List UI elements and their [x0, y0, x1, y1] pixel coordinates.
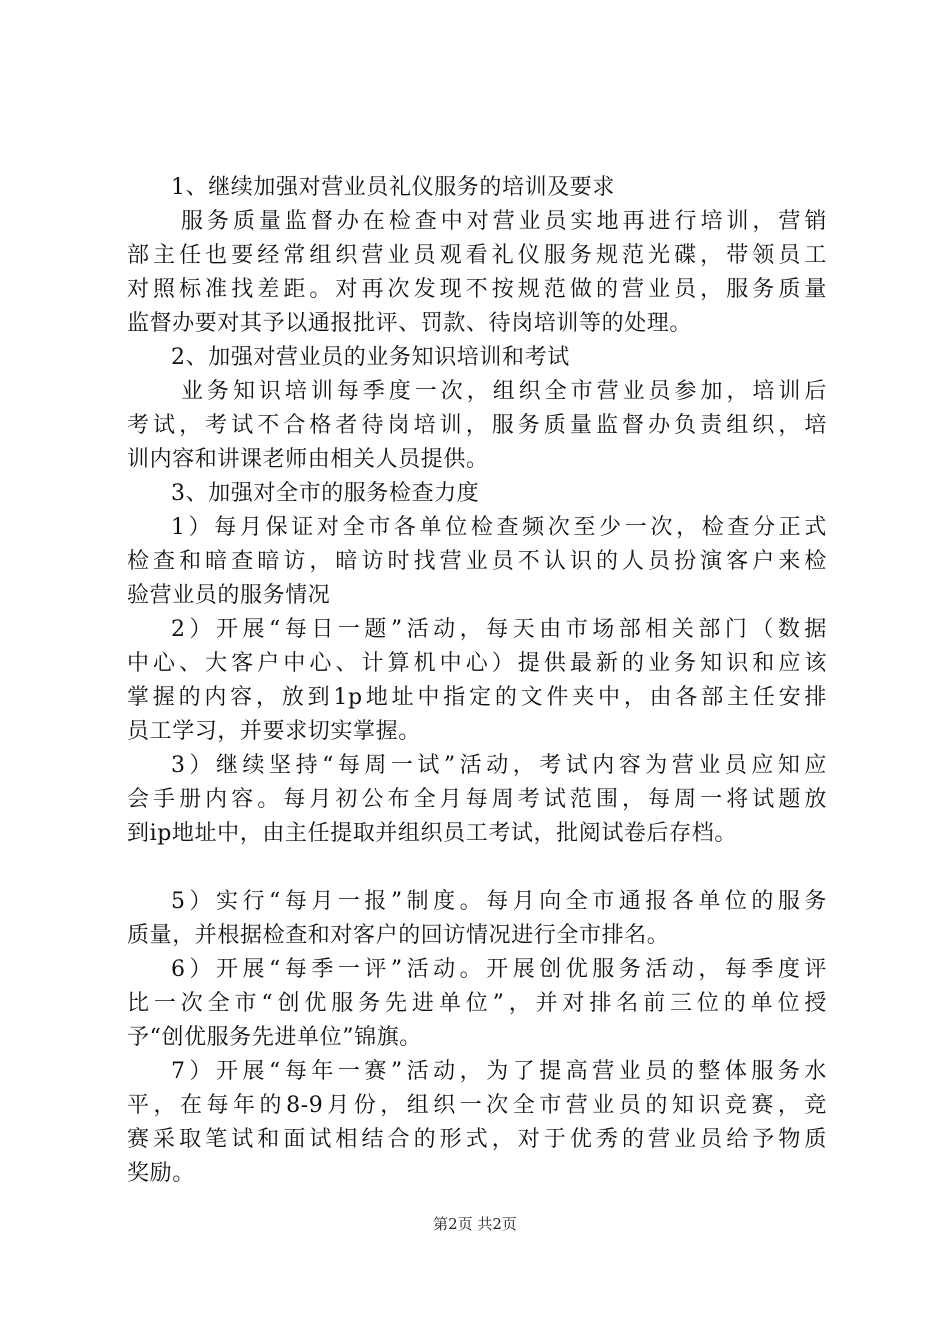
paragraph-line: 检查和暗查暗访，暗访时找营业员不认识的人员扮演客户来检 [127, 549, 827, 574]
paragraph-line: 平，在每年的8-9月份，组织一次全市营业员的知识竞赛，竞 [127, 1093, 827, 1118]
paragraph-line: 考试，考试不合格者待岗培训，服务质量监督办负责组织，培 [127, 413, 827, 438]
paragraph-line: 验营业员的服务情况 [127, 583, 331, 608]
paragraph-line: 5）实行“每月一报”制度。每月向全市通报各单位的服务 [171, 889, 827, 914]
paragraph-line: 掌握的内容，放到1p地址中指定的文件夹中，由各部主任安排 [127, 685, 827, 710]
paragraph-line: 服务质量监督办在检查中对营业员实地再进行培训，营销 [181, 209, 827, 234]
paragraph-line: 1）每月保证对全市各单位检查频次至少一次，检查分正式 [171, 515, 827, 540]
paragraph-line: 部主任也要经常组织营业员观看礼仪服务规范光碟，带领员工 [127, 243, 827, 268]
paragraph-line: 奖励。 [127, 1161, 195, 1186]
paragraph-line: 质量，并根据检查和对客户的回访情况进行全市排名。 [127, 923, 670, 948]
paragraph-line: 对照标准找差距。对再次发现不按规范做的营业员，服务质量 [127, 277, 827, 302]
paragraph-line: 2）开展“每日一题”活动，每天由市场部相关部门（数据 [171, 617, 827, 642]
paragraph-line: 3）继续坚持“每周一试”活动，考试内容为营业员应知应 [171, 753, 827, 778]
paragraph-line: 监督办要对其予以通报批评、罚款、待岗培训等的处理。 [127, 311, 693, 336]
paragraph-line: 到ip地址中，由主任提取并组织员工考试，批阅试卷后存档。 [127, 821, 737, 846]
paragraph-line: 7）开展“每年一赛”活动，为了提高营业员的整体服务水 [171, 1059, 827, 1084]
paragraph-line: 训内容和讲课老师由相关人员提供。 [127, 447, 489, 472]
section-heading: 1、继续加强对营业员礼仪服务的培训及要求 [171, 175, 615, 200]
paragraph-line: 比一次全市“创优服务先进单位”，并对排名前三位的单位授 [127, 991, 827, 1016]
paragraph-line: 中心、大客户中心、计算机中心）提供最新的业务知识和应该 [127, 651, 827, 676]
blank-line [127, 851, 827, 885]
paragraph-line: 6）开展“每季一评”活动。开展创优服务活动，每季度评 [171, 957, 827, 982]
section-heading: 3、加强对全市的服务检查力度 [171, 481, 480, 506]
paragraph-line: 赛采取笔试和面试相结合的形式，对于优秀的营业员给予物质 [127, 1127, 827, 1152]
paragraph-line: 会手册内容。每月初公布全月每周考试范围，每周一将试题放 [127, 787, 827, 812]
paragraph-line: 员工学习，并要求切实掌握。 [127, 719, 421, 744]
paragraph-line: 业务知识培训每季度一次，组织全市营业员参加，培训后 [181, 379, 827, 404]
paragraph-line: 予“创优服务先进单位”锦旗。 [127, 1025, 422, 1050]
section-heading: 2、加强对营业员的业务知识培训和考试 [171, 345, 570, 370]
page-number-footer: 第2页 共2页 [433, 1215, 517, 1233]
document-body [127, 171, 827, 1191]
